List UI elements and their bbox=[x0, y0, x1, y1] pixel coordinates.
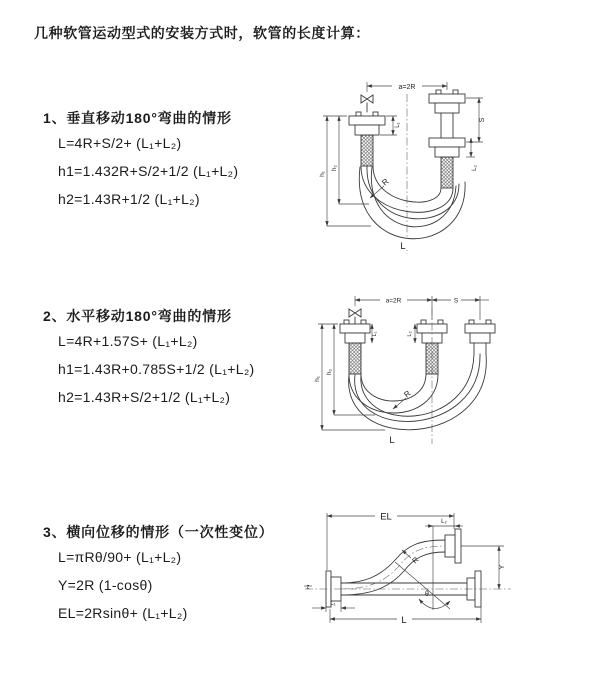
radius-label: R bbox=[402, 388, 413, 400]
dimension-width bbox=[367, 81, 447, 92]
dim-label-l2: L₂ bbox=[472, 165, 478, 171]
right-flange-position2 bbox=[465, 320, 495, 354]
angle-label: θ bbox=[425, 591, 429, 598]
braided-hose-section bbox=[349, 343, 361, 374]
dimension-stroke bbox=[466, 98, 486, 142]
curved-hose bbox=[341, 540, 445, 595]
dim-label-width: a=2R bbox=[398, 83, 416, 91]
dim-label-h2: h₂ bbox=[326, 368, 333, 376]
left-flange-fitting bbox=[349, 112, 385, 166]
section-3-heading: 3、横向位移的情形（一次性变位） bbox=[43, 524, 274, 540]
formula-y: Y=2R (1-cosθ) bbox=[58, 577, 153, 593]
dim-label-l1: L₁ bbox=[330, 601, 336, 607]
upper-flange-fitting bbox=[445, 529, 461, 563]
hose-curves bbox=[349, 354, 487, 430]
dim-label-h1: h₁ bbox=[314, 376, 321, 382]
diagram-lateral-displacement bbox=[297, 504, 562, 652]
length-label: L bbox=[400, 241, 406, 252]
dimension-stroke bbox=[355, 295, 489, 320]
dim-label-stroke: S bbox=[453, 297, 459, 305]
dim-label-length: L bbox=[401, 615, 407, 626]
formula-h1: h1=1.432R+S/2+1/2 (L₁+L₂) bbox=[58, 163, 239, 179]
dim-label-l2: L₂ bbox=[441, 519, 447, 525]
dim-label-width: a=2R bbox=[385, 297, 402, 305]
dim-label-h2: h₂ bbox=[331, 164, 338, 172]
bend-radius-callout bbox=[393, 389, 413, 409]
diagram-vertical-180-bend bbox=[313, 70, 548, 265]
braided-hose-section bbox=[361, 135, 373, 166]
radius-label: R bbox=[380, 176, 391, 188]
dim-label-l1: L₁ bbox=[372, 331, 378, 337]
dimension-length bbox=[330, 607, 481, 626]
section-2-heading: 2、水平移动180°弯曲的情形 bbox=[43, 308, 232, 324]
page-title: 几种软管运动型式的安装方式时，软管的长度计算： bbox=[34, 25, 370, 41]
dimension-l2 bbox=[407, 324, 415, 343]
formula-length: L=4R+S/2+ (L₁+L₂) bbox=[58, 135, 182, 151]
bend-radius-callout bbox=[370, 177, 391, 198]
right-pipe bbox=[441, 113, 453, 138]
formula-h2: h2=1.43R+S/2+1/2 (L₁+L₂) bbox=[58, 389, 231, 405]
dim-label-h1: h₁ bbox=[319, 171, 326, 177]
length-label: L bbox=[389, 435, 395, 446]
dim-label-l1: L₁ bbox=[395, 122, 401, 128]
section-1-heading: 1、垂直移动180°弯曲的情形 bbox=[43, 110, 232, 126]
right-flange-upper-position bbox=[429, 90, 465, 113]
braided-hose-section bbox=[441, 157, 453, 188]
dimension-width bbox=[355, 295, 432, 305]
dim-label-el: EL bbox=[380, 511, 392, 523]
diagram-horizontal-180-bend bbox=[310, 284, 560, 456]
dimension-l2 bbox=[466, 138, 478, 171]
formula-el: EL=2Rsinθ+ (L₁+L₂) bbox=[58, 605, 188, 621]
right-flange-lower-position bbox=[429, 138, 465, 188]
angle-theta bbox=[395, 562, 450, 609]
formula-length: L=4R+1.57S+ (L₁+L₂) bbox=[58, 333, 198, 349]
formula-h2: h2=1.43R+1/2 (L₁+L₂) bbox=[58, 191, 200, 207]
dimension-l1 bbox=[372, 324, 378, 343]
valve-icon bbox=[349, 309, 361, 324]
formula-h1: h1=1.43R+0.785S+1/2 (L₁+L₂) bbox=[58, 361, 255, 377]
dim-label-y: Y bbox=[499, 564, 506, 570]
formula-length: L=πRθ/90+ (L₁+L₂) bbox=[58, 549, 182, 565]
dim-label-stroke: S bbox=[479, 117, 486, 123]
dimension-l1 bbox=[312, 601, 355, 612]
dim-label-l2: L₂ bbox=[407, 331, 413, 337]
left-flange-fitting bbox=[340, 320, 370, 374]
radius-label: R bbox=[410, 554, 421, 566]
centerline-mark: z bbox=[306, 584, 310, 591]
valve-icon bbox=[361, 95, 373, 112]
